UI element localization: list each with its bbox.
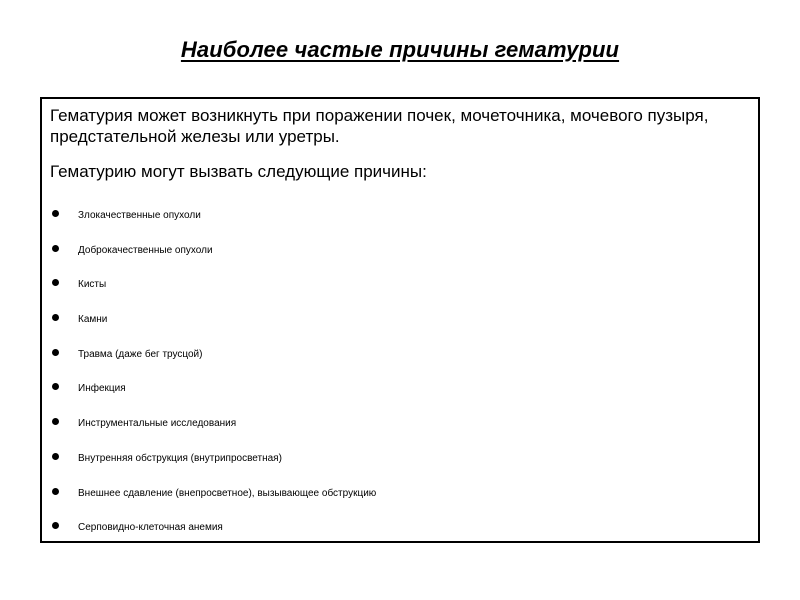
cause-label: Инфекция	[78, 383, 126, 395]
list-item	[42, 376, 758, 411]
cause-label: Внешнее сдавление (внепросветное), вызывающее обструкцию	[78, 487, 377, 499]
causes-list	[42, 203, 758, 550]
cause-label: Кисты	[78, 279, 107, 291]
bullet-icon	[52, 210, 59, 217]
list-item	[42, 342, 758, 377]
bullet-icon	[52, 349, 59, 356]
bullet-icon	[52, 383, 59, 390]
causes-heading: Гематурию могут вызвать следующие причины:	[50, 162, 427, 181]
bullet-icon	[52, 488, 59, 495]
cause-label: Внутренняя обструкция (внутрипросветная)	[78, 452, 282, 464]
list-item	[42, 515, 758, 550]
cause-label: Злокачественные опухоли	[78, 210, 201, 221]
list-item	[42, 481, 758, 516]
bullet-icon	[52, 453, 59, 460]
list-item	[42, 203, 758, 238]
list-item	[42, 272, 758, 307]
content-box	[40, 97, 760, 543]
cause-label: Камни	[78, 314, 108, 326]
bullet-icon	[52, 418, 59, 425]
bullet-icon	[52, 245, 59, 252]
list-item	[42, 411, 758, 446]
cause-label: Доброкачественные опухоли	[78, 244, 213, 256]
cause-label: Серповидно-клеточная анемия	[78, 522, 223, 534]
bullet-icon	[52, 314, 59, 321]
intro-paragraph: Гематурия может возникнуть при поражении почек, мочеточника, мочевого пузыря, предстательной железы или уретры.	[50, 106, 709, 146]
list-item	[42, 238, 758, 273]
page-title: Наиболее частые причины гематурии	[180, 36, 620, 62]
list-item	[42, 446, 758, 481]
bullet-icon	[52, 522, 59, 529]
cause-label: Травма (даже бег трусцой)	[78, 348, 203, 360]
list-item	[42, 307, 758, 342]
bullet-icon	[52, 279, 59, 286]
cause-label: Инструментальные исследования	[78, 418, 237, 430]
